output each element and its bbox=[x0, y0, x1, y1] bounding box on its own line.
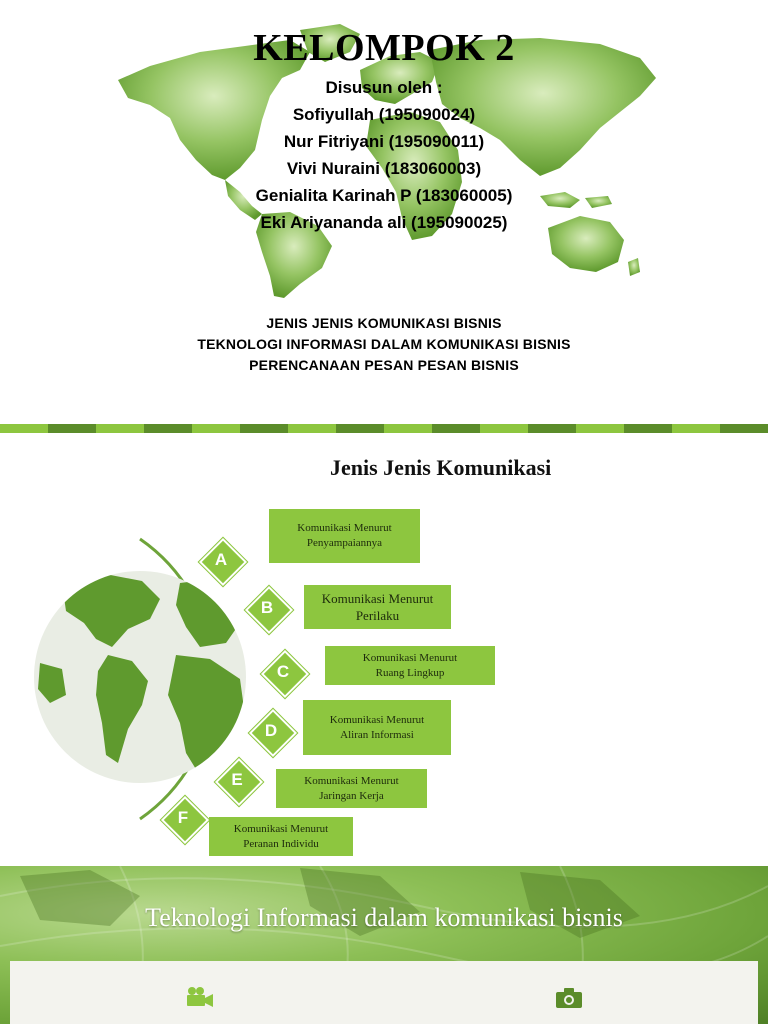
box-line: Komunikasi Menurut bbox=[329, 713, 425, 726]
box-line: Penyampaiannya bbox=[306, 537, 383, 549]
slide-title: Teknologi Informasi dalam komunikasi bisnis bbox=[145, 903, 623, 932]
stripe-segment bbox=[576, 424, 624, 433]
marker-letter: A bbox=[214, 550, 228, 569]
topic-item: PERENCANAAN PESAN PESAN BISNIS bbox=[249, 357, 519, 373]
stripe-segment bbox=[624, 424, 672, 433]
box-line: Komunikasi Menurut bbox=[297, 522, 392, 534]
information-technology-slide bbox=[0, 866, 768, 1024]
box-line: Komunikasi Menurut bbox=[321, 591, 434, 606]
marker-letter: D bbox=[264, 721, 278, 740]
marker-letter: B bbox=[260, 598, 274, 617]
author-list bbox=[0, 74, 768, 236]
stripe-segment bbox=[240, 424, 288, 433]
communication-type-box bbox=[269, 509, 420, 563]
stripe-segment bbox=[48, 424, 96, 433]
author-name: Vivi Nuraini (183060003) bbox=[286, 159, 482, 178]
communication-type-box bbox=[209, 817, 353, 856]
slide-title: Jenis Jenis Komunikasi bbox=[330, 455, 552, 480]
stripe-segment bbox=[720, 424, 768, 433]
box-line: Ruang Lingkup bbox=[375, 666, 445, 679]
communication-type-box bbox=[325, 646, 495, 685]
stripe-segment bbox=[336, 424, 384, 433]
communication-type-box bbox=[276, 769, 427, 808]
author-name: Nur Fitriyani (195090011) bbox=[283, 132, 485, 151]
stripe-segment bbox=[480, 424, 528, 433]
box-line: Perilaku bbox=[355, 608, 400, 623]
box-line: Jaringan Kerja bbox=[319, 789, 384, 802]
marker-letter: F bbox=[177, 808, 189, 827]
stripe-segment bbox=[0, 424, 48, 433]
stripe-segment bbox=[192, 424, 240, 433]
stripe-segment bbox=[672, 424, 720, 433]
stripe-segment bbox=[144, 424, 192, 433]
stripe-segment bbox=[384, 424, 432, 433]
author-name: Eki Ariyananda ali (195090025) bbox=[260, 213, 508, 232]
camera-icon bbox=[555, 987, 583, 1009]
box-line: Peranan Individu bbox=[243, 837, 319, 850]
topic-item: JENIS JENIS KOMUNIKASI BISNIS bbox=[266, 315, 502, 331]
box-line: Komunikasi Menurut bbox=[362, 651, 458, 664]
video-camera-icon bbox=[186, 986, 214, 1008]
marker-letter: E bbox=[231, 770, 243, 789]
topic-list bbox=[0, 313, 768, 376]
communication-types-slide bbox=[0, 433, 768, 866]
marker-letter: C bbox=[276, 662, 290, 681]
stripe-segment bbox=[528, 424, 576, 433]
communication-type-box bbox=[304, 585, 451, 629]
author-heading: Disusun oleh : bbox=[325, 78, 443, 97]
stripe-segment bbox=[288, 424, 336, 433]
author-name: Sofiyullah (195090024) bbox=[292, 105, 476, 124]
content-panel bbox=[10, 961, 758, 1024]
box-line: Aliran Informasi bbox=[340, 728, 414, 741]
box-line: Komunikasi Menurut bbox=[233, 822, 329, 835]
communication-type-box bbox=[303, 700, 451, 755]
box-line: Komunikasi Menurut bbox=[304, 774, 399, 787]
stripe-segment bbox=[96, 424, 144, 433]
slide-title: KELOMPOK 2 bbox=[253, 27, 515, 69]
slide-divider-stripe bbox=[0, 424, 768, 433]
author-name: Genialita Karinah P (183060005) bbox=[255, 186, 513, 205]
stripe-segment bbox=[432, 424, 480, 433]
topic-item: TEKNOLOGI INFORMASI DALAM KOMUNIKASI BISNIS bbox=[197, 336, 571, 352]
title-slide bbox=[0, 0, 768, 424]
